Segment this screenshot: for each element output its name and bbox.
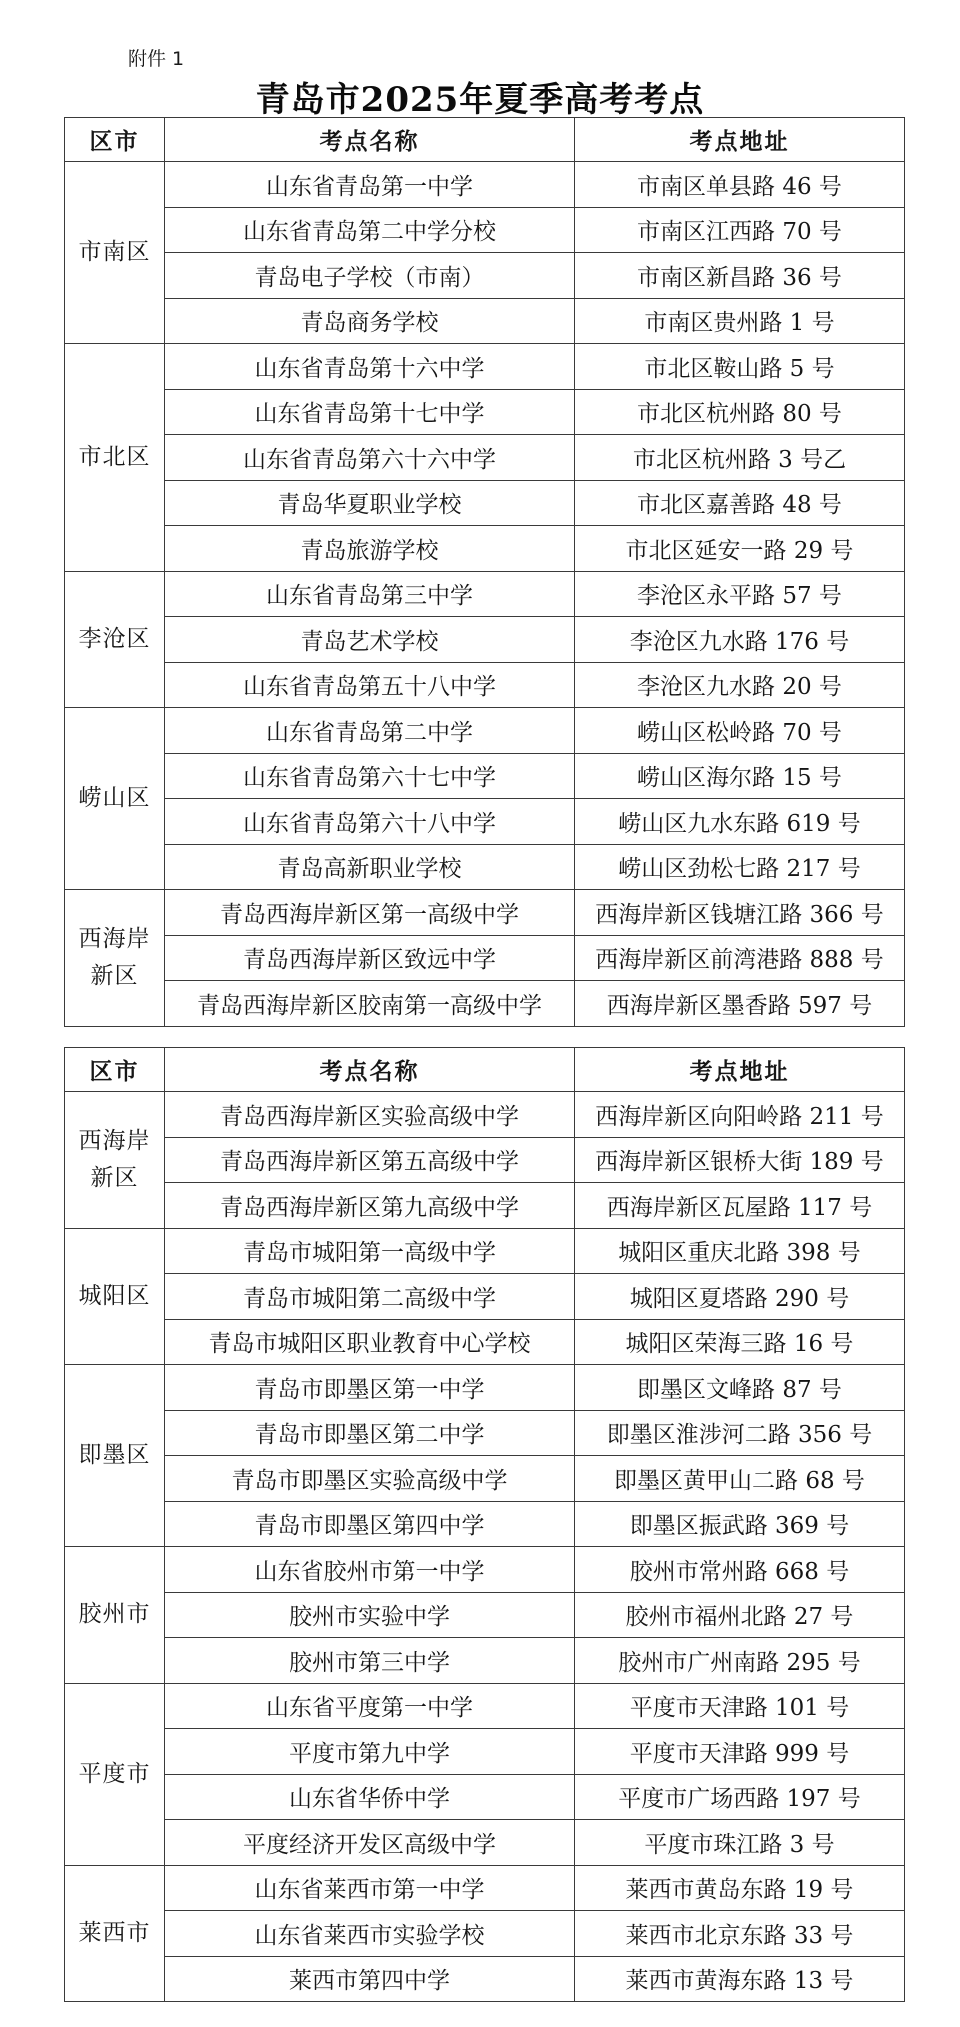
table-row xyxy=(65,1729,905,1775)
site-address-cell: 市北区鞍山路 5 号 xyxy=(575,344,905,390)
exam-sites-table-1 xyxy=(64,117,905,1027)
district-cell: 平度市 xyxy=(65,1683,165,1865)
table-row xyxy=(65,526,905,572)
site-name-cell: 青岛西海岸新区第五高级中学 xyxy=(165,1137,575,1183)
site-name-cell: 山东省平度第一中学 xyxy=(165,1683,575,1729)
site-name-cell: 青岛艺术学校 xyxy=(165,617,575,663)
site-name-cell: 山东省胶州市第一中学 xyxy=(165,1547,575,1593)
site-name-cell: 青岛西海岸新区实验高级中学 xyxy=(165,1092,575,1138)
site-name-cell: 山东省青岛第二中学 xyxy=(165,708,575,754)
district-cell: 李沧区 xyxy=(65,571,165,708)
table-row xyxy=(65,1683,905,1729)
site-name-cell: 青岛市即墨区第一中学 xyxy=(165,1365,575,1411)
site-address-cell: 平度市天津路 999 号 xyxy=(575,1729,905,1775)
site-name-cell: 青岛市城阳第一高级中学 xyxy=(165,1228,575,1274)
table-row xyxy=(65,1410,905,1456)
table-row xyxy=(65,1774,905,1820)
site-name-cell: 山东省青岛第六十八中学 xyxy=(165,799,575,845)
attachment-label: 附件 1 xyxy=(128,48,185,70)
site-name-cell: 青岛商务学校 xyxy=(165,298,575,344)
site-name-cell: 青岛西海岸新区致远中学 xyxy=(165,935,575,981)
page-title: 青岛市2025年夏季高考考点 xyxy=(255,80,705,120)
site-name-cell: 青岛市城阳区职业教育中心学校 xyxy=(165,1319,575,1365)
table-row xyxy=(65,1456,905,1502)
site-address-cell: 城阳区重庆北路 398 号 xyxy=(575,1228,905,1274)
district-cell: 崂山区 xyxy=(65,708,165,890)
site-address-cell: 崂山区劲松七路 217 号 xyxy=(575,844,905,890)
table-row xyxy=(65,1956,905,2002)
table-row xyxy=(65,389,905,435)
site-name-cell: 青岛市即墨区第二中学 xyxy=(165,1410,575,1456)
site-address-cell: 即墨区文峰路 87 号 xyxy=(575,1365,905,1411)
table-row xyxy=(65,1228,905,1274)
site-address-cell: 市北区延安一路 29 号 xyxy=(575,526,905,572)
site-name-cell: 平度市第九中学 xyxy=(165,1729,575,1775)
header-site-address: 考点地址 xyxy=(575,1048,905,1092)
site-name-cell: 青岛市城阳第二高级中学 xyxy=(165,1274,575,1320)
site-address-cell: 平度市珠江路 3 号 xyxy=(575,1820,905,1866)
table-header-row xyxy=(65,1048,905,1092)
site-name-cell: 青岛西海岸新区第一高级中学 xyxy=(165,890,575,936)
table-header-row xyxy=(65,118,905,162)
table-row xyxy=(65,844,905,890)
district-cell: 胶州市 xyxy=(65,1547,165,1684)
site-address-cell: 胶州市福州北路 27 号 xyxy=(575,1592,905,1638)
site-address-cell: 市北区杭州路 3 号乙 xyxy=(575,435,905,481)
site-name-cell: 平度经济开发区高级中学 xyxy=(165,1820,575,1866)
site-name-cell: 山东省青岛第五十八中学 xyxy=(165,662,575,708)
site-address-cell: 城阳区夏塔路 290 号 xyxy=(575,1274,905,1320)
site-address-cell: 平度市广场西路 197 号 xyxy=(575,1774,905,1820)
table-row xyxy=(65,1820,905,1866)
site-address-cell: 市南区江西路 70 号 xyxy=(575,207,905,253)
table-row xyxy=(65,1865,905,1911)
site-address-cell: 即墨区振武路 369 号 xyxy=(575,1501,905,1547)
table-row xyxy=(65,1319,905,1365)
table-row xyxy=(65,935,905,981)
site-address-cell: 崂山区海尔路 15 号 xyxy=(575,753,905,799)
site-address-cell: 市北区杭州路 80 号 xyxy=(575,389,905,435)
site-name-cell: 青岛市即墨区实验高级中学 xyxy=(165,1456,575,1502)
table-row xyxy=(65,435,905,481)
site-address-cell: 西海岸新区瓦屋路 117 号 xyxy=(575,1183,905,1229)
site-address-cell: 市南区单县路 46 号 xyxy=(575,162,905,208)
district-cell: 市北区 xyxy=(65,344,165,572)
site-address-cell: 莱西市北京东路 33 号 xyxy=(575,1911,905,1957)
table-row xyxy=(65,1501,905,1547)
site-name-cell: 山东省青岛第十七中学 xyxy=(165,389,575,435)
table-row xyxy=(65,708,905,754)
table-row xyxy=(65,1911,905,1957)
header-district: 区市 xyxy=(65,118,165,162)
site-address-cell: 崂山区九水东路 619 号 xyxy=(575,799,905,845)
header-site-address: 考点地址 xyxy=(575,118,905,162)
exam-sites-table-2 xyxy=(64,1047,905,2002)
site-address-cell: 市北区嘉善路 48 号 xyxy=(575,480,905,526)
site-name-cell: 莱西市第四中学 xyxy=(165,1956,575,2002)
site-address-cell: 市南区贵州路 1 号 xyxy=(575,298,905,344)
site-name-cell: 山东省青岛第二中学分校 xyxy=(165,207,575,253)
site-address-cell: 平度市天津路 101 号 xyxy=(575,1683,905,1729)
table-row xyxy=(65,1547,905,1593)
site-address-cell: 西海岸新区墨香路 597 号 xyxy=(575,981,905,1027)
site-name-cell: 山东省莱西市第一中学 xyxy=(165,1865,575,1911)
table-row xyxy=(65,1183,905,1229)
site-address-cell: 莱西市黄海东路 13 号 xyxy=(575,1956,905,2002)
table-row xyxy=(65,480,905,526)
site-address-cell: 即墨区淮涉河二路 356 号 xyxy=(575,1410,905,1456)
table-row xyxy=(65,981,905,1027)
table-row xyxy=(65,1592,905,1638)
table-row xyxy=(65,617,905,663)
district-cell: 市南区 xyxy=(65,162,165,344)
header-district: 区市 xyxy=(65,1048,165,1092)
site-address-cell: 崂山区松岭路 70 号 xyxy=(575,708,905,754)
table-row xyxy=(65,344,905,390)
site-name-cell: 青岛华夏职业学校 xyxy=(165,480,575,526)
site-name-cell: 山东省青岛第三中学 xyxy=(165,571,575,617)
district-cell: 即墨区 xyxy=(65,1365,165,1547)
site-address-cell: 李沧区永平路 57 号 xyxy=(575,571,905,617)
site-name-cell: 青岛市即墨区第四中学 xyxy=(165,1501,575,1547)
table-row xyxy=(65,1092,905,1138)
site-address-cell: 西海岸新区银桥大街 189 号 xyxy=(575,1137,905,1183)
table-row xyxy=(65,1638,905,1684)
table-row xyxy=(65,799,905,845)
table-row xyxy=(65,253,905,299)
table-row xyxy=(65,571,905,617)
site-name-cell: 胶州市实验中学 xyxy=(165,1592,575,1638)
site-address-cell: 李沧区九水路 176 号 xyxy=(575,617,905,663)
header-site-name: 考点名称 xyxy=(165,118,575,162)
site-name-cell: 山东省青岛第一中学 xyxy=(165,162,575,208)
site-address-cell: 西海岸新区向阳岭路 211 号 xyxy=(575,1092,905,1138)
table-row xyxy=(65,162,905,208)
site-address-cell: 西海岸新区钱塘江路 366 号 xyxy=(575,890,905,936)
district-cell: 西海岸新区 xyxy=(65,1092,165,1229)
table-row xyxy=(65,662,905,708)
site-name-cell: 青岛西海岸新区第九高级中学 xyxy=(165,1183,575,1229)
site-address-cell: 胶州市广州南路 295 号 xyxy=(575,1638,905,1684)
site-name-cell: 青岛旅游学校 xyxy=(165,526,575,572)
table-row xyxy=(65,890,905,936)
site-name-cell: 青岛电子学校（市南） xyxy=(165,253,575,299)
site-address-cell: 李沧区九水路 20 号 xyxy=(575,662,905,708)
site-address-cell: 城阳区荣海三路 16 号 xyxy=(575,1319,905,1365)
table-body xyxy=(65,1092,905,2002)
site-name-cell: 山东省华侨中学 xyxy=(165,1774,575,1820)
site-name-cell: 青岛西海岸新区胶南第一高级中学 xyxy=(165,981,575,1027)
site-name-cell: 青岛高新职业学校 xyxy=(165,844,575,890)
district-cell: 城阳区 xyxy=(65,1228,165,1365)
table-row xyxy=(65,1137,905,1183)
site-name-cell: 山东省莱西市实验学校 xyxy=(165,1911,575,1957)
district-cell: 莱西市 xyxy=(65,1865,165,2002)
table-row xyxy=(65,1274,905,1320)
site-address-cell: 莱西市黄岛东路 19 号 xyxy=(575,1865,905,1911)
site-address-cell: 西海岸新区前湾港路 888 号 xyxy=(575,935,905,981)
site-address-cell: 即墨区黄甲山二路 68 号 xyxy=(575,1456,905,1502)
table-row xyxy=(65,298,905,344)
table-body xyxy=(65,162,905,1027)
site-name-cell: 山东省青岛第十六中学 xyxy=(165,344,575,390)
table-row xyxy=(65,753,905,799)
site-name-cell: 胶州市第三中学 xyxy=(165,1638,575,1684)
header-site-name: 考点名称 xyxy=(165,1048,575,1092)
site-address-cell: 市南区新昌路 36 号 xyxy=(575,253,905,299)
site-name-cell: 山东省青岛第六十七中学 xyxy=(165,753,575,799)
district-cell: 西海岸新区 xyxy=(65,890,165,1027)
table-row xyxy=(65,1365,905,1411)
table-row xyxy=(65,207,905,253)
site-address-cell: 胶州市常州路 668 号 xyxy=(575,1547,905,1593)
site-name-cell: 山东省青岛第六十六中学 xyxy=(165,435,575,481)
